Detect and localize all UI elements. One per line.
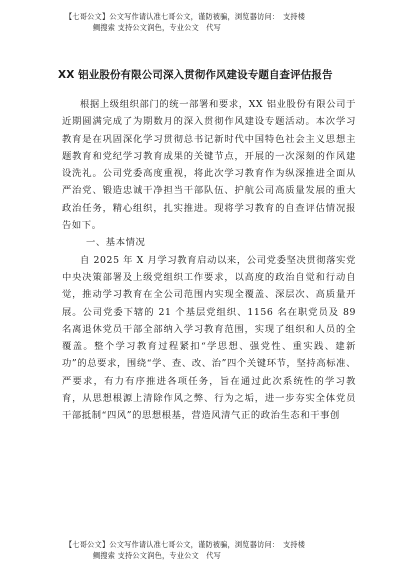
- footer-banner-line1: 【七哥公文】公文写作请认准七哥公文，谨防被骗，浏览器访问： 支持楼: [65, 540, 306, 549]
- header-banner-line2: 鲷搜索 支持公文润色，专业公文 代写: [93, 23, 222, 32]
- footer-banner-line2: 鲷搜索 支持公文润色，专业公文 代写: [93, 551, 222, 560]
- section-paragraph: 自 2025 年 X 月学习教育启动以来，公司党委坚决贯彻落实党中央决策部署及上级党组织工作要求，以高度的政治自觉和行动自觉，推动学习教育在全公司范围内实现全覆盖、深层次、高质量开展。公司党委下辖的 21 个基层党组织、1156 名在职党员及 89 名离退休党员干部全部纳入学习教育范围，实现了组织和人员的全覆盖。整个学习教育过程紧扣“学思想、强党性、重实践、建新功”的总要求，围绕“学、查、改、治”四个关键环节，坚持高标准、严要求，有力有序推进各项任务，旨在通过此次系统性的学习教育，从思想根源上清除作风之弊、行为之垢，进一步夯实全体党员干部抵制“四风”的思想根基，营造风清气正的政治生态和干事创: [62, 254, 356, 422]
- header-watermark-banner: [65, 11, 365, 33]
- header-banner-line1: 【七哥公文】公文写作请认准七哥公文，谨防被骗，浏览器访问： 支持楼: [65, 12, 306, 21]
- footer-watermark-banner: [65, 539, 365, 561]
- section-heading: 一、基本情况: [86, 237, 146, 249]
- intro-paragraph: 根据上级组织部门的统一部署和要求，XX 铝业股份有限公司于近期圆满完成了为期数月的深入贯彻作风建设专题活动。本次学习教育是在巩固深化学习贯彻总书记新时代中国特色社会主义思想主题教育和党纪学习教育成果的关键节点，开展的一次深刻的作风建设洗礼。公司党委高度重视，将此次学习教育作为纵深推进全面从严治党、锻造忠诚干净担当干部队伍、护航公司高质量发展的重大政治任务，精心组织，扎实推进。现将学习教育的自查评估情况报告如下。: [62, 99, 356, 232]
- document-title: XX 铝业股份有限公司深入贯彻作风建设专题自查评估报告: [58, 69, 333, 81]
- document-body: [62, 96, 356, 425]
